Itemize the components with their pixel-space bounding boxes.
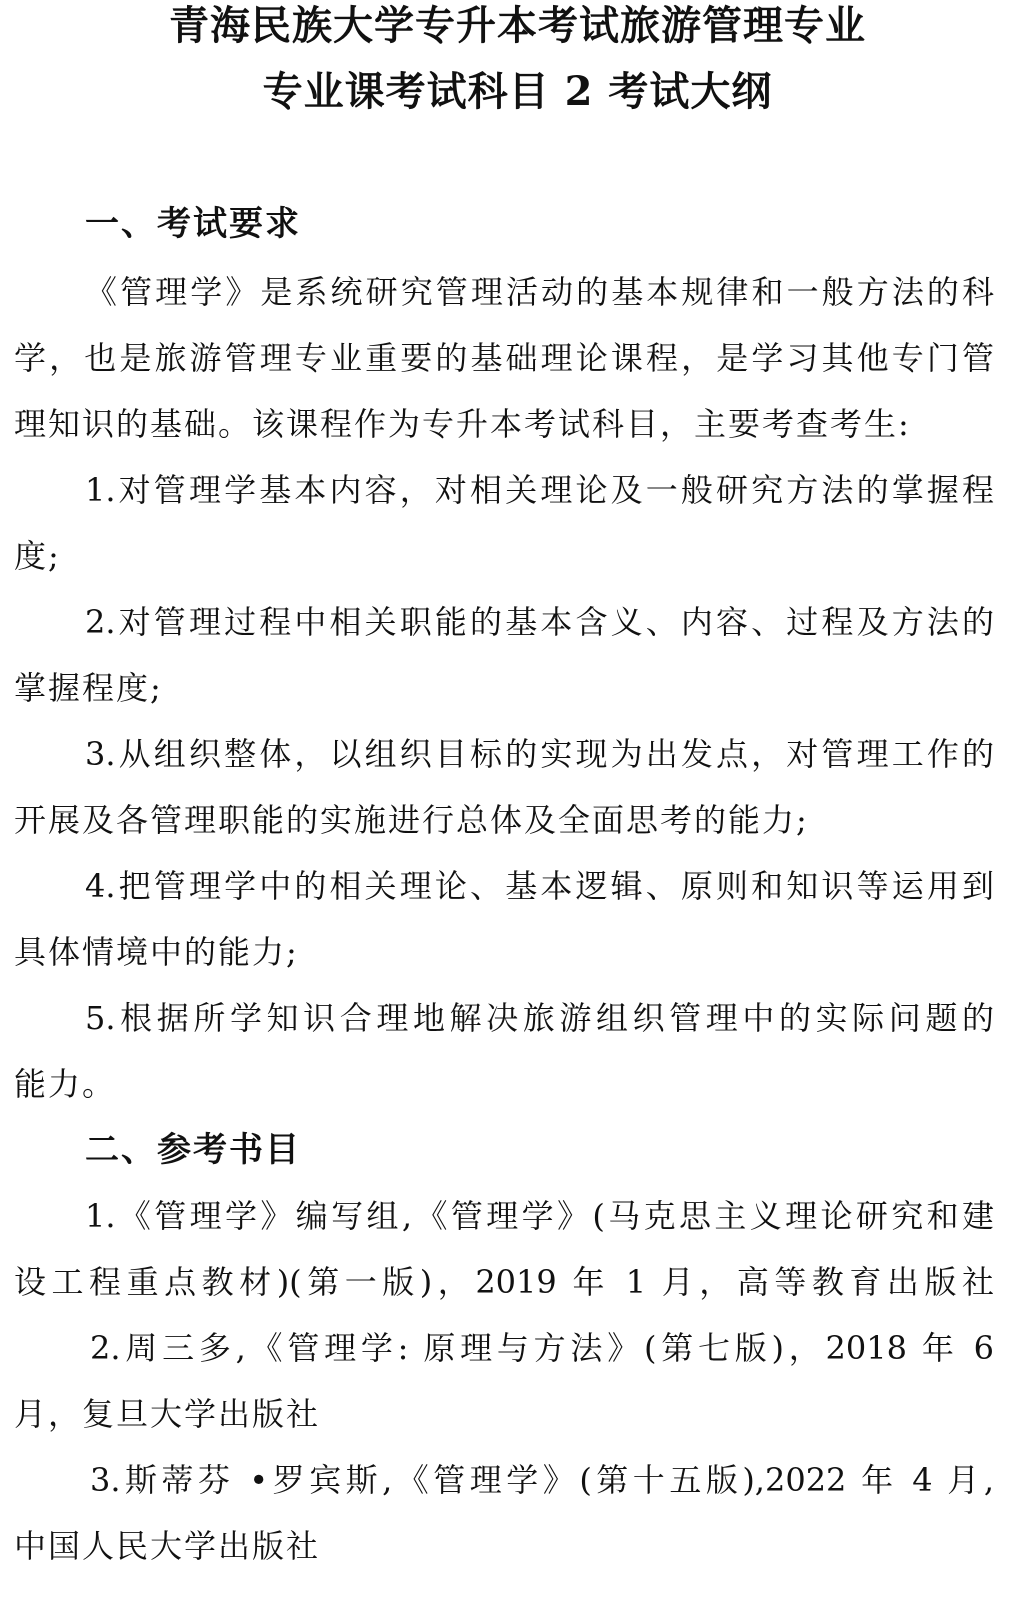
reference-item-line: 设工程重点教材)(第一版)，2019 年 1 月，高等教育出版社 [14,1263,994,1301]
list-item-line: 1.对管理学基本内容，对相关理论及一般研究方法的掌握程 [85,471,994,509]
list-item-line: 能力。 [14,1065,117,1103]
document-title-line-2: 专业课考试科目 2 考试大纲 [262,68,773,115]
paragraph-line: 《管理学》是系统研究管理活动的基本规律和一般方法的科 [85,273,994,311]
reference-item-line: 月，复旦大学出版社 [14,1395,321,1433]
section-heading-reference-books: 二、参考书目 [85,1130,301,1170]
list-item-line: 3.从组织整体，以组织目标的实现为出发点，对管理工作的 [85,735,994,773]
document-title-line-1: 青海民族大学专升本考试旅游管理专业 [169,2,866,49]
paragraph-line: 理知识的基础。该课程作为专升本考试科目，主要考查考生: [14,405,911,443]
list-item-line: 度; [14,537,61,575]
list-item-line: 5.根据所学知识合理地解决旅游组织管理中的实际问题的 [85,999,994,1037]
list-item-line: 4.把管理学中的相关理论、基本逻辑、原则和知识等运用到 [85,867,994,905]
paragraph-line: 学，也是旅游管理专业重要的基础理论课程，是学习其他专门管 [14,339,994,377]
list-item-line: 开展及各管理职能的实施进行总体及全面思考的能力; [14,801,809,839]
reference-item-line: 3.斯蒂芬 •罗宾斯,《管理学》(第十五版),2022 年 4 月, [90,1461,994,1499]
list-item-line: 2.对管理过程中相关职能的基本含义、内容、过程及方法的 [85,603,994,641]
section-heading-exam-requirements: 一、考试要求 [85,204,301,244]
reference-item-line: 1.《管理学》编写组,《管理学》(马克思主义理论研究和建 [85,1197,994,1235]
list-item-line: 具体情境中的能力; [14,933,299,971]
list-item-line: 掌握程度; [14,669,163,707]
reference-item-line: 中国人民大学出版社 [14,1527,321,1565]
reference-item-line: 2.周三多,《管理学: 原理与方法》(第七版)，2018 年 6 [90,1329,994,1367]
